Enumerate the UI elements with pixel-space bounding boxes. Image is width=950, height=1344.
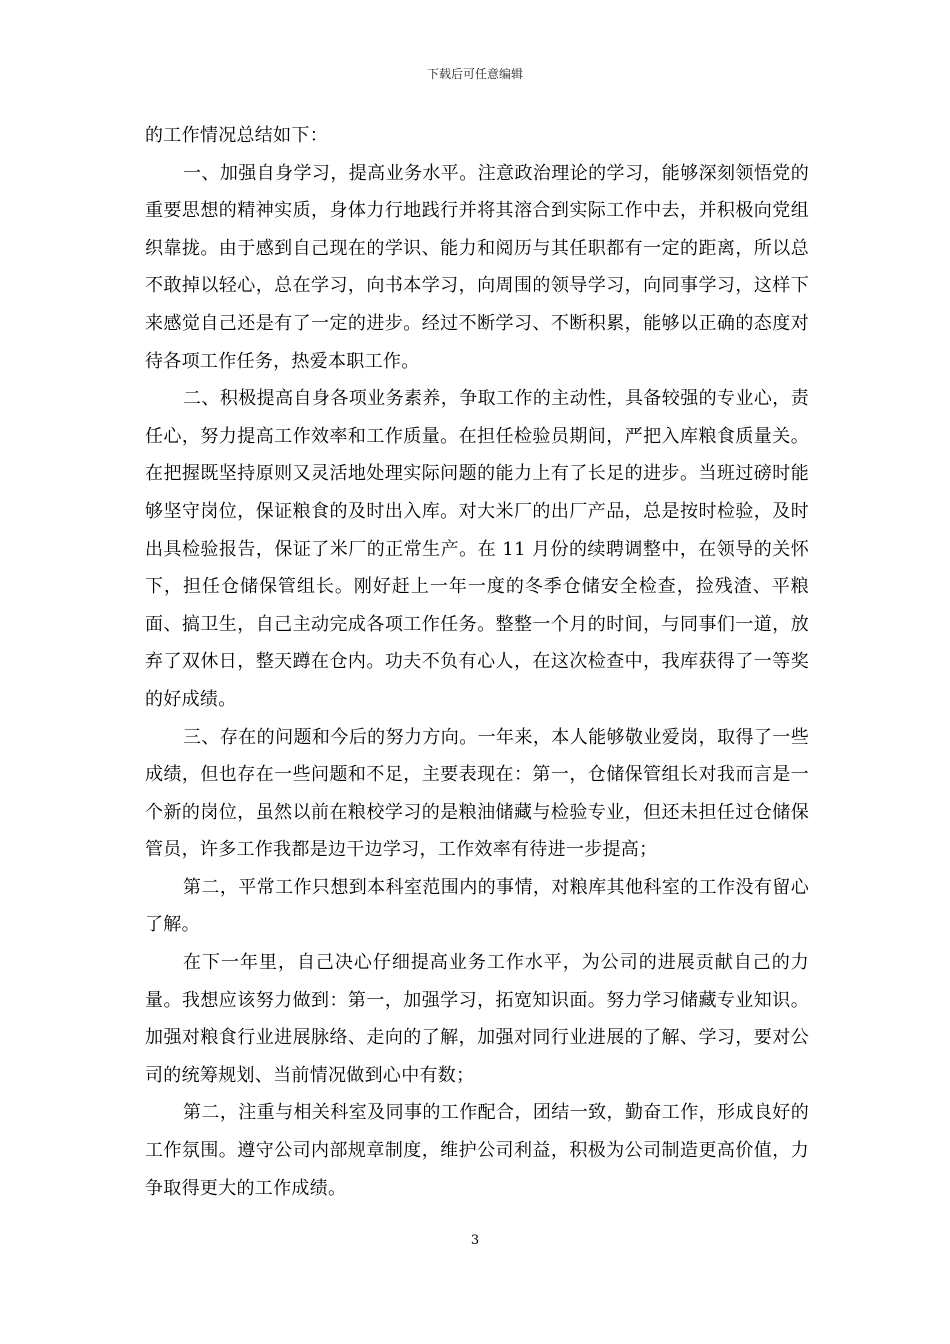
paragraph-learning: 一、加强自身学习，提高业务水平。注意政治理论的学习，能够深刻领悟党的重要思想的精神实质，身体力行地践行并将其溶合到实际工作中去，并积极向党组织靠拢。由于感到自己现在的学识、能力和阅历与其任职都有一定的距离，所以总不敢掉以轻心，总在学习，向书本学习，向周围的领导学习，向同事学习，这样下来感觉自己还是有了一定的进步。经过不断学习、不断积累，能够以正确的态度对待各项工作任务，热爱本职工作。 <box>145 162 809 372</box>
paragraph-next-year: 在下一年里，自己决心仔细提高业务工作水平，为公司的进展贡献自己的力量。我想应该努力做到：第一，加强学习，拓宽知识面。努力学习储藏专业知识。加强对粮食行业进展脉络、走向的了解，加强对同行业进展的了解、学习，要对公司的统筹规划、当前情况做到心中有数； <box>145 952 809 1086</box>
paragraph-problems: 三、存在的问题和今后的努力方向。一年来，本人能够敬业爱岗，取得了一些成绩，但也存在一些问题和不足，主要表现在：第一，仓储保管组长对我而言是一个新的岗位，虽然以前在粮校学习的是粮油储藏与检验专业，但还未担任过仓储保管员，许多工作我都是边干边学习，工作效率有待进一步提高； <box>145 726 809 861</box>
paragraph-second-problem: 第二，平常工作只想到本科室范围内的事情，对粮库其他科室的工作没有留心了解。 <box>145 876 809 936</box>
page-number: 3 <box>470 1233 480 1248</box>
paragraph-summary-intro: 的工作情况总结如下： <box>145 125 328 146</box>
paragraph-professional-quality: 二、积极提高自身各项业务素养，争取工作的主动性，具备较强的专业心，责任心，努力提高工作效率和工作质量。在担任检验员期间，严把入库粮食质量关。在把握既坚持原则又灵活地处理实际问题的能力上有了长足的进步。当班过磅时能够坚守岗位，保证粮食的及时出入库。对大米厂的出厂产品，总是按时检验，及时出具检验报告，保证了米厂的正常生产。在 11 月份的续聘调整中，在领导的关怀下，担任仓储保管组长。刚好赶上一年一度的冬季仓储安全检查，捡残渣、平粮面、搞卫生，自己主动完成各项工作任务。整整一个月的时间，与同事们一道，放弃了双休日，整天蹲在仓内。功夫不负有心人，在这次检查中，我库获得了一等奖的好成绩。 <box>145 388 809 710</box>
document-body <box>145 117 809 1207</box>
page-header: 下载后可任意编辑 <box>426 67 523 81</box>
paragraph-cooperation: 第二，注重与相关科室及同事的工作配合，团结一致，勤奋工作，形成良好的工作氛围。遵守公司内部规章制度，维护公司利益，积极为公司制造更高价值，力争取得更大的工作成绩。 <box>145 1102 809 1199</box>
